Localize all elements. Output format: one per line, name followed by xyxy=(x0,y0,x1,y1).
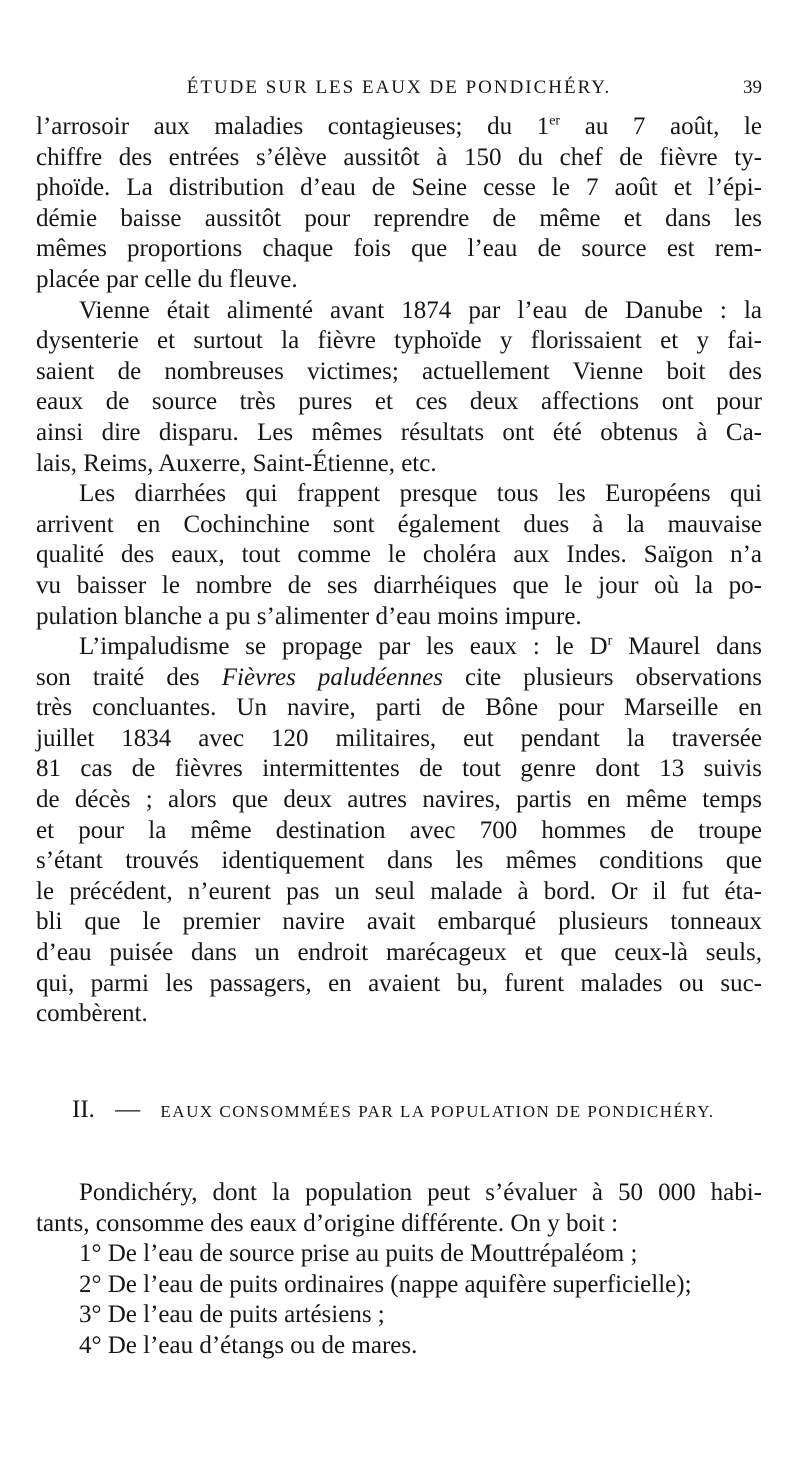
text-line: Pondichéry, dont la population peut s’évaluer à 50 000 habi- xyxy=(79,1179,762,1206)
text-line: saient de nombreuses victimes; actuellement Vienne boit des xyxy=(36,357,762,385)
paragraph-1 xyxy=(36,112,762,296)
text-line: vu baisser le nombre de ses diarrhéiques que le jour où la po- xyxy=(36,571,762,599)
text-line: le précédent, n’eurent pas un seul malade à bord. Or il fut éta- xyxy=(36,877,762,905)
text-line: s’étant trouvés identiquement dans les mêmes conditions que xyxy=(36,847,762,875)
paragraph-1-lines xyxy=(36,112,762,296)
paragraph-4-lines xyxy=(36,632,762,1030)
text-line: pulation blanche a pu s’alimenter d’eau moins impure. xyxy=(36,602,582,630)
text-line: eaux de source très pures et ces deux affections ont pour xyxy=(36,388,762,416)
text-line: mêmes proportions chaque fois que l’eau de source est rem- xyxy=(36,235,762,263)
text-line: dysenterie et surtout la fièvre typhoïde y florissaient et y fai- xyxy=(36,327,762,355)
running-title: ÉTUDE SUR LES EAUX DE PONDICHÉRY. xyxy=(186,77,612,98)
paragraph-2 xyxy=(36,296,762,480)
section-body xyxy=(36,1178,762,1362)
paragraph-2-lines xyxy=(36,296,762,480)
text-line: Vienne était alimenté avant 1874 par l’eau de Danube : la xyxy=(79,296,762,324)
text-line: tants, consomme des eaux d’origine différente. On y boit : xyxy=(36,1209,619,1237)
list-item: 1° De l’eau de source prise au puits de Mouttrépaléom ; xyxy=(79,1240,638,1268)
text-line: juillet 1834 avec 120 militaires, eut pendant la traversée xyxy=(36,724,762,752)
section-numeral: II. xyxy=(72,1096,95,1123)
text-line: Les diarrhées qui frappent presque tous les Européens qui xyxy=(79,480,762,508)
text-line: chiffre des entrées s’élève aussitôt à 150 du chef de fièvre ty- xyxy=(36,143,762,171)
text-line: 81 cas de fièvres intermittentes de tout genre dont 13 suivis xyxy=(36,755,762,783)
section-dash: — xyxy=(115,1096,141,1123)
main-text xyxy=(36,112,762,1030)
water-source-list xyxy=(36,1239,762,1361)
text-line: démie baisse aussitôt pour reprendre de même et dans les xyxy=(36,204,762,232)
text-line: d’eau puisée dans un endroit marécageux et que ceux-là seuls, xyxy=(36,939,762,967)
section-paragraph-lines xyxy=(36,1178,762,1239)
paragraph-3 xyxy=(36,479,762,632)
list-item: 3° De l’eau de puits artésiens ; xyxy=(79,1301,385,1329)
list-item: 4° De l’eau d’étangs ou de mares. xyxy=(79,1331,418,1359)
text-line: de décès ; alors que deux autres navires, partis en même temps xyxy=(36,786,762,814)
section-heading xyxy=(72,1096,762,1124)
paragraph-3-lines xyxy=(36,479,762,632)
text-line: arrivent en Cochinchine sont également dues à la mauvaise xyxy=(36,510,762,538)
text-line: qualité des eaux, tout comme le choléra aux Indes. Saïgon n’a xyxy=(36,541,762,569)
list-item: 2° De l’eau de puits ordinaires (nappe aquifère superficielle); xyxy=(79,1270,692,1298)
running-header xyxy=(36,75,762,105)
text-line: combèrent. xyxy=(36,1000,148,1028)
text-line: qui, parmi les passagers, en avaient bu, furent malades ou suc- xyxy=(36,969,762,997)
page-number: 39 xyxy=(743,77,762,98)
text-line: et pour la même destination avec 700 hommes de troupe xyxy=(36,816,762,844)
section-paragraph xyxy=(36,1178,762,1239)
text-line: très concluantes. Un navire, parti de Bône pour Marseille en xyxy=(36,694,762,722)
text-line: son traité des Fièvres paludéennes cite plusieurs observations xyxy=(36,663,762,691)
text-line: l’arrosoir aux maladies contagieuses; du 1er au 7 août, le xyxy=(36,113,762,140)
section-title: EAUX CONSOMMÉES PAR LA POPULATION DE PONDICHÉRY. xyxy=(160,1102,715,1121)
text-line: lais, Reims, Auxerre, Saint-Étienne, etc. xyxy=(36,449,437,477)
text-line: ainsi dire disparu. Les mêmes résultats ont été obtenus à Ca- xyxy=(36,418,762,446)
text-line: L’impaludisme se propage par les eaux : le $D^r$ Maurel dans xyxy=(79,633,762,661)
text-line: placée par celle du fleuve. xyxy=(36,265,298,293)
paragraph-4 xyxy=(36,632,762,1030)
text-line: bli que le premier navire avait embarqué plusieurs tonneaux xyxy=(36,908,762,936)
text-line: phoïde. La distribution d’eau de Seine cesse le 7 août et l’épi- xyxy=(36,174,762,202)
